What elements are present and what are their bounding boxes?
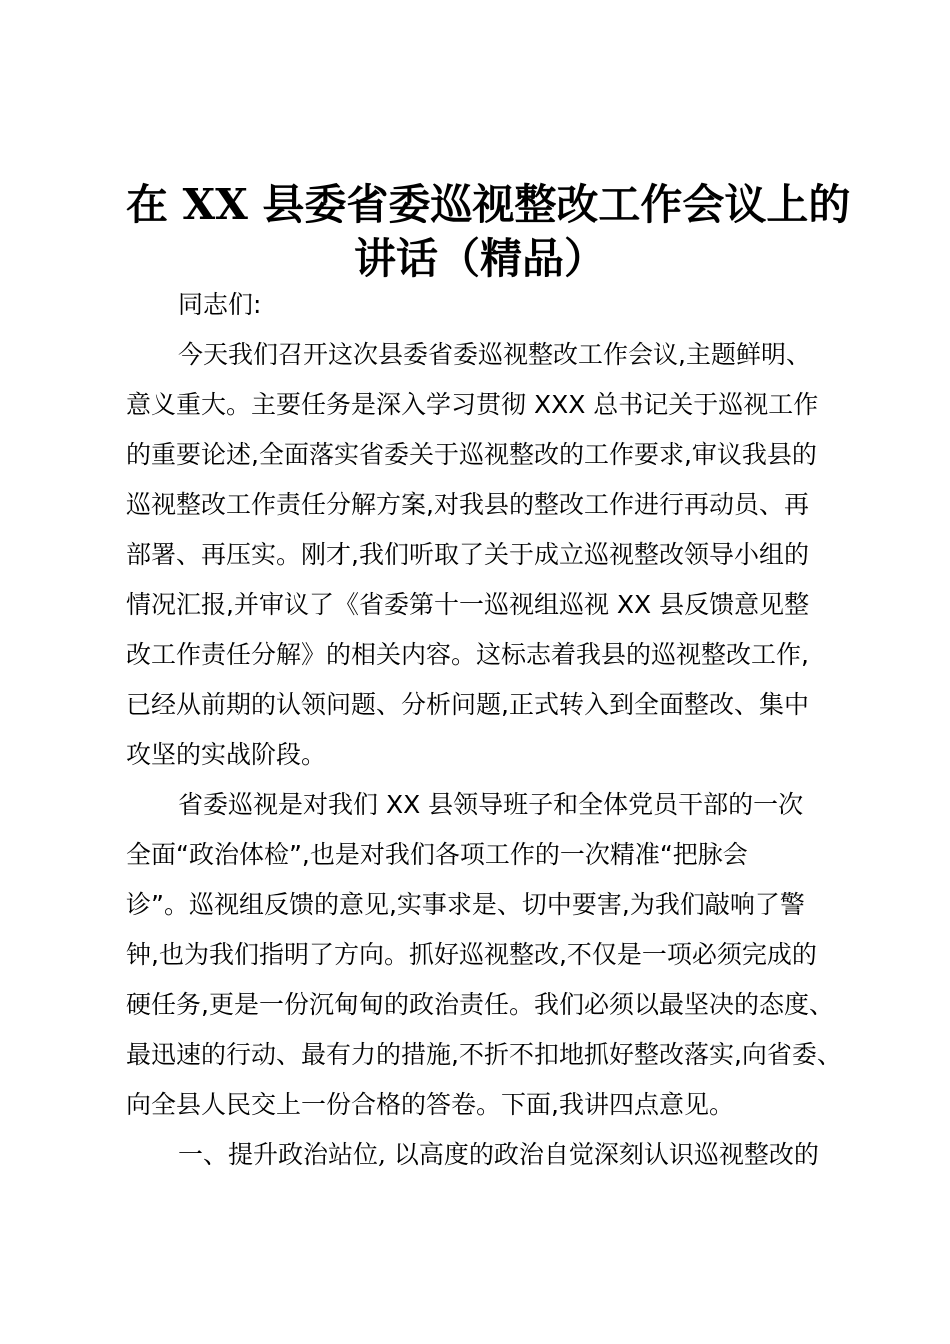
paragraph-1 [126, 330, 834, 780]
paragraph-line: 情况汇报,并审议了《省委第十一巡视组巡视 XX 县反馈意见整 [126, 590, 810, 619]
paragraph-line: 部署、再压实。刚才,我们听取了关于成立巡视整改领导小组的 [126, 540, 809, 569]
paragraph-line: 硬任务,更是一份沉甸甸的政治责任。我们必须以最坚决的态度、 [126, 990, 834, 1019]
document-title [126, 178, 851, 286]
paragraph-line: 最迅速的行动、最有力的措施,不折不扣地抓好整改落实,向省委、 [126, 1040, 842, 1069]
paragraph-line: 巡视整改工作责任分解方案,对我县的整改工作进行再动员、再 [126, 490, 809, 519]
paragraph-line: 改工作责任分解》的相关内容。这标志着我县的巡视整改工作, [126, 640, 809, 669]
document-body [126, 280, 842, 1180]
paragraph-line: 攻坚的实战阶段。 [126, 740, 327, 769]
paragraph-line: 已经从前期的认领问题、分析问题,正式转入到全面整改、集中 [126, 690, 809, 719]
title-line-2: 讲话（精品） [353, 234, 606, 283]
paragraph-line: 全面“政治体检”,也是对我们各项工作的一次精准“把脉会 [126, 840, 748, 869]
paragraph-line: 意义重大。主要任务是深入学习贯彻 XXX 总书记关于巡视工作 [126, 390, 819, 419]
paragraph-line: 省委巡视是对我们 XX 县领导班子和全体党员干部的一次 [178, 790, 804, 819]
paragraph-line: 今天我们召开这次县委省委巡视整改工作会议,主题鲜明、 [178, 340, 811, 369]
title-line-1: 在 XX 县委省委巡视整改工作会议上的 [126, 180, 851, 229]
paragraph-line: 的重要论述,全面落实省委关于巡视整改的工作要求,审议我县的 [126, 440, 817, 469]
paragraph-line: 钟,也为我们指明了方向。抓好巡视整改,不仅是一项必须完成的 [126, 940, 817, 969]
greeting: 同志们: [178, 290, 262, 319]
paragraph-line: 诊”。巡视组反馈的意见,实事求是、切中要害,为我们敲响了警 [126, 890, 805, 919]
paragraph-2 [126, 780, 842, 1130]
paragraph-line: 向全县人民交上一份合格的答卷。下面,我讲四点意见。 [126, 1090, 734, 1119]
section-heading: 一、提升政治站位, 以高度的政治自觉深刻认识巡视整改的 [178, 1140, 819, 1169]
